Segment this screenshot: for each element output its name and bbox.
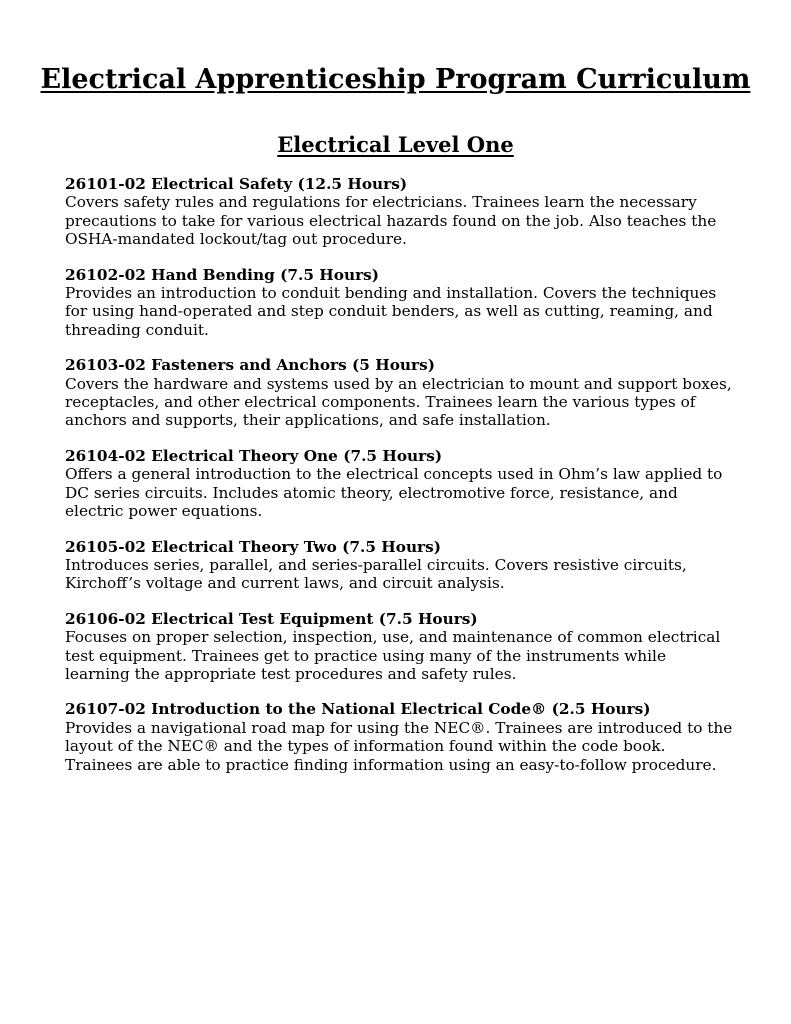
course-heading: 26106-02 Electrical Test Equipment (7.5 Hours) [65, 609, 478, 628]
course-description: Covers the hardware and systems used by an electrician to mount and support boxes, receptacles, and other electrical components. Trainees learn the various types of anchors and supports, their applications, and safe installation. [65, 374, 732, 430]
document-title: Electrical Apprenticeship Program Curriculum [40, 64, 751, 95]
course-heading: 26105-02 Electrical Theory Two (7.5 Hours) [65, 537, 441, 556]
course-heading: 26101-02 Electrical Safety (12.5 Hours) [65, 175, 408, 193]
course-heading: 26107-02 Introduction to the National Electrical Code® (2.5 Hours) [65, 700, 651, 719]
course-item-26102 [65, 266, 735, 340]
course-description: Focuses on proper selection, inspection, use, and maintenance of common electrical test equipment. Trainees get to practice using many of the instruments while learning the appropriate test procedures and safety rules. [65, 628, 721, 683]
course-heading: 26102-02 Hand Bending (7.5 Hours) [65, 265, 379, 284]
level-title: Electrical Level One [277, 132, 514, 157]
course-item-26101 [65, 175, 735, 249]
course-description: Offers a general introduction to the electrical concepts used in Ohm’s law applied to DC series circuits. Includes atomic theory, electromotive force, resistance, and electric power equations. [65, 465, 723, 521]
course-list [65, 175, 735, 791]
course-description: Introduces series, parallel, and series-parallel circuits. Covers resistive circuits, Kirchoff’s voltage and current laws, and circuit analysis. [65, 555, 687, 593]
course-description: Provides an introduction to conduit bending and installation. Covers the techniques for using hand-operated and step conduit benders, as well as cutting, reaming, and threading conduit. [65, 284, 717, 339]
course-item-26104 [65, 447, 735, 521]
course-item-26105 [65, 538, 735, 593]
course-item-26107 [65, 700, 735, 774]
course-heading: 26104-02 Electrical Theory One (7.5 Hours) [65, 446, 443, 465]
course-item-26103 [65, 356, 735, 430]
course-description: Covers safety rules and regulations for electricians. Trainees learn the necessary precautions to take for various electrical hazards found on the job. Also teaches the OSHA-mandated lockout/tag out procedure. [65, 193, 717, 249]
course-description: Provides a navigational road map for using the NEC®. Trainees are introduced to the layout of the NEC® and the types of information found within the code book. Trainees are able to practice finding information using an easy-to-follow procedure. [65, 718, 733, 774]
course-heading: 26103-02 Fasteners and Anchors (5 Hours) [65, 356, 435, 375]
course-item-26106 [65, 610, 735, 684]
